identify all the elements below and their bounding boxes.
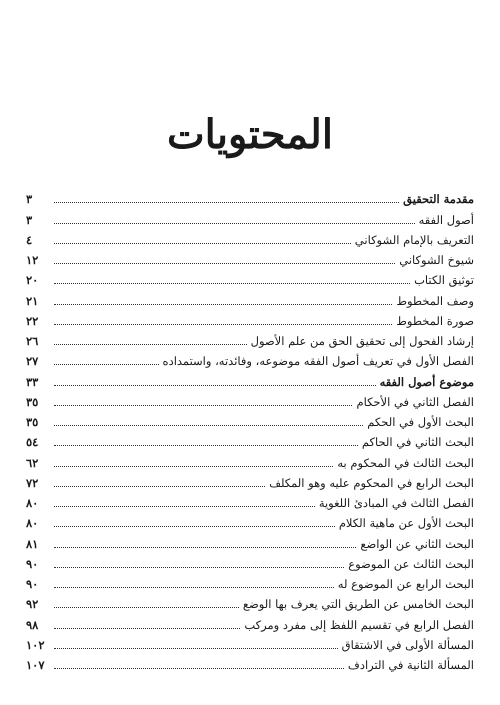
page-title: المحتويات	[167, 110, 333, 158]
toc-entry	[26, 247, 474, 267]
toc-entry	[26, 368, 474, 388]
toc-entry-page-number: ٢٧	[26, 354, 39, 369]
toc-entry-title: البحث الثالث عن الموضوع	[348, 556, 474, 571]
toc-entry-page-number: ١٠٢	[26, 637, 45, 652]
toc-entry	[26, 227, 474, 247]
toc-entry-page-number: ٢٦	[26, 334, 39, 348]
toc-entry	[26, 551, 474, 571]
dot-leader	[54, 506, 315, 507]
dot-leader	[54, 304, 392, 305]
toc-entry-page-number: ٣	[26, 192, 33, 207]
toc-entry-page-number: ٢٠	[26, 273, 39, 288]
toc-entry-page-number: ٣٥	[26, 415, 39, 429]
dot-leader	[54, 385, 376, 386]
toc-entry-title: البحث الرابع في المحكوم عليه وهو المكلف	[269, 475, 474, 490]
toc-entry	[26, 611, 474, 631]
table-of-contents	[26, 186, 474, 672]
toc-entry-page-number: ٩٢	[26, 597, 39, 612]
toc-entry	[26, 389, 474, 409]
toc-entry-page-number: ١٠٧	[26, 658, 45, 672]
toc-entry-page-number: ٩٠	[26, 556, 39, 571]
toc-entry	[26, 287, 474, 307]
toc-entry-page-number: ٣	[26, 212, 33, 227]
toc-entry-title: شيوخ الشوكاني	[399, 253, 474, 267]
toc-entry-title: المسألة الثانية في الترادف	[347, 658, 474, 672]
toc-entry-title: البحث الثالث في المحكوم به	[337, 455, 474, 470]
toc-entry	[26, 530, 474, 550]
dot-leader	[54, 263, 395, 264]
dot-leader	[54, 668, 344, 669]
toc-entry-title: الفصل الثاني في الأحكام	[356, 394, 474, 409]
dot-leader	[54, 486, 265, 487]
toc-entry-page-number: ٨٠	[26, 496, 39, 510]
toc-entry-title: الفصل الأول في تعريف أصول الفقه موضوعه، وفائدته، واستمداده	[162, 354, 474, 369]
toc-entry-title: البحث الرابع عن الموضوع له	[337, 577, 474, 591]
dot-leader	[54, 324, 392, 325]
dot-leader	[54, 405, 352, 406]
dot-leader	[54, 364, 159, 365]
toc-entry	[26, 328, 474, 348]
toc-entry-title: أصول الفقه	[418, 212, 474, 227]
toc-entry	[26, 652, 474, 672]
dot-leader	[54, 547, 356, 548]
toc-entry-page-number: ٤	[26, 232, 33, 247]
toc-entry	[26, 510, 474, 530]
dot-leader	[54, 607, 239, 608]
dot-leader	[54, 587, 334, 588]
toc-entry	[26, 206, 474, 226]
toc-entry-page-number: ٣٥	[26, 394, 39, 409]
toc-entry-page-number: ٩٠	[26, 577, 39, 591]
toc-entry	[26, 449, 474, 469]
dot-leader	[54, 344, 247, 345]
toc-entry	[26, 632, 474, 652]
toc-entry-title: البحث الثاني عن الواضع	[360, 536, 474, 551]
toc-entry	[26, 308, 474, 328]
toc-entry-page-number: ٣٣	[26, 374, 39, 389]
toc-entry-title: البحث الثاني في الحاكم	[361, 435, 474, 450]
toc-entry-page-number: ٢٢	[26, 313, 39, 328]
dot-leader	[54, 567, 344, 568]
toc-entry-title: التعريف بالإمام الشوكاني	[354, 232, 474, 247]
toc-entry	[26, 348, 474, 368]
toc-entry-page-number: ٩٨	[26, 617, 39, 632]
toc-entry-title: توثيق الكتاب	[414, 273, 474, 288]
toc-entry-title: موضوع أصول الفقه	[379, 374, 474, 389]
toc-entry	[26, 409, 474, 429]
toc-entry	[26, 591, 474, 611]
toc-entry	[26, 490, 474, 510]
dot-leader	[54, 243, 351, 244]
dot-leader	[54, 466, 333, 467]
dot-leader	[54, 445, 358, 446]
toc-entry-page-number: ٢١	[26, 293, 39, 308]
toc-entry-page-number: ٨٠	[26, 516, 39, 531]
toc-entry-page-number: ١٢	[26, 253, 39, 267]
toc-entry-title: صورة المخطوط	[396, 313, 474, 328]
toc-entry-page-number: ٧٢	[26, 475, 39, 490]
toc-entry-title: الفصل الثالث في المبادئ اللغوية	[318, 496, 474, 510]
dot-leader	[54, 526, 335, 527]
dot-leader	[54, 425, 363, 426]
toc-entry-page-number: ٨١	[26, 536, 39, 551]
toc-entry-title: البحث الأول في الحكم	[367, 415, 474, 429]
toc-entry-title: مقدمة التحقيق	[403, 192, 474, 207]
toc-entry-title: إرشاد الفحول إلى تحقيق الحق من علم الأصول	[250, 334, 474, 348]
toc-entry	[26, 571, 474, 591]
toc-entry	[26, 267, 474, 287]
toc-entry-page-number: ٥٤	[26, 435, 39, 450]
dot-leader	[54, 283, 410, 284]
dot-leader	[54, 628, 240, 629]
dot-leader	[54, 648, 338, 649]
toc-entry-title: وصف المخطوط	[396, 293, 474, 308]
dot-leader	[54, 223, 415, 224]
toc-entry-title: الفصل الرابع في تقسيم اللفظ إلى مفرد ومركب	[244, 617, 474, 632]
toc-entry-title: البحث الأول عن ماهية الكلام	[338, 516, 474, 531]
toc-entry-title: البحث الخامس عن الطريق التي يعرف بها الوضع	[242, 597, 474, 612]
dot-leader	[54, 202, 399, 203]
toc-entry-page-number: ٦٢	[26, 455, 39, 470]
toc-entry	[26, 186, 474, 206]
toc-entry	[26, 470, 474, 490]
toc-entry-title: المسألة الأولى في الاشتقاق	[341, 637, 474, 652]
toc-entry	[26, 429, 474, 449]
